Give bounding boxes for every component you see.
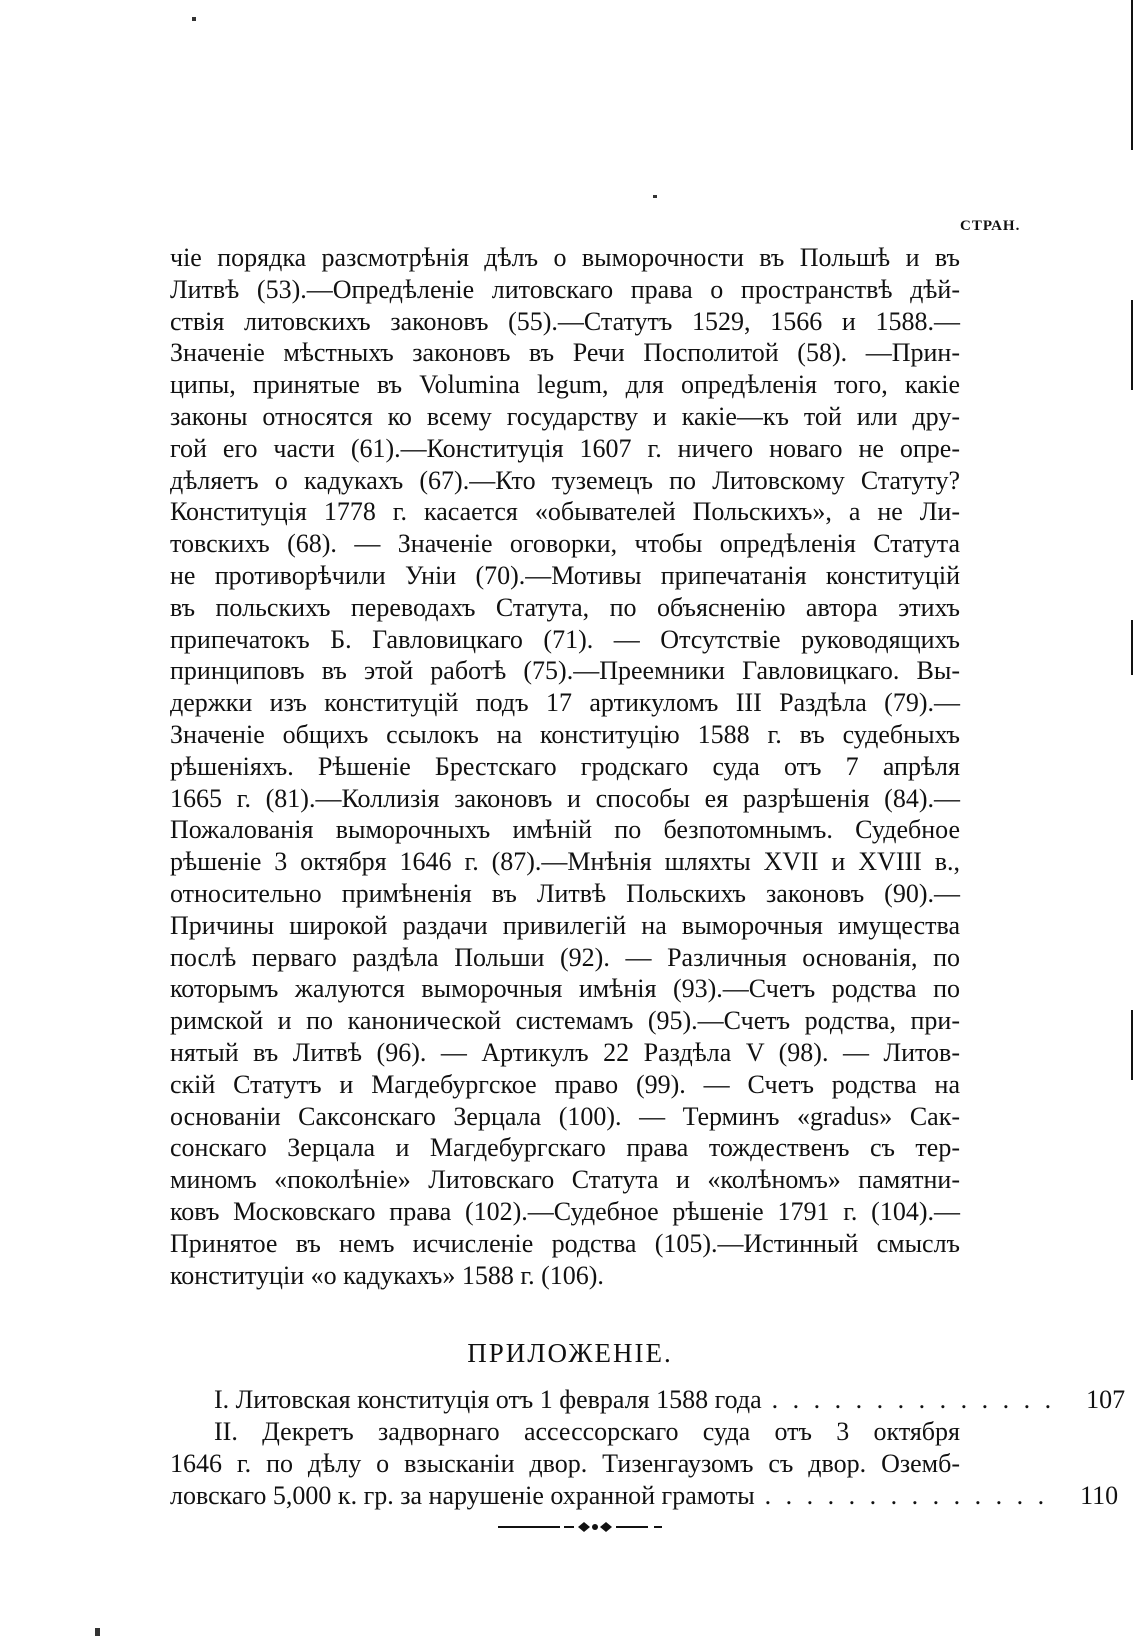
text-line: рѣшеніяхъ. Рѣшеніе Брестскаго гродскаго суда отъ 7 апрѣля (170, 751, 960, 781)
text-line: Литвѣ (53).—Опредѣленіе литовскаго права о пространствѣ дѣй- (170, 274, 960, 304)
text-line: ковъ Московскаго права (102).—Судебное рѣшеніе 1791 г. (104).— (170, 1196, 960, 1226)
table-of-contents-text (170, 242, 960, 1291)
appendix-entry (170, 1416, 1119, 1511)
entry-line (170, 1480, 1119, 1512)
page-edge-line (1131, 0, 1133, 150)
entry-line: II. Декретъ задворнаго ассессорскаго суда отъ 3 октября (214, 1417, 960, 1446)
text-line: Значеніе общихъ ссылокъ на конституцію 1588 г. въ судебныхъ (170, 719, 960, 749)
page-edge-line (1131, 1010, 1133, 1080)
text-line: Конституція 1778 г. касается «обывателей Польскихъ», а не Ли- (170, 497, 960, 527)
text-line: скій Статутъ и Магдебургское право (99). — Счетъ родства на (170, 1069, 960, 1099)
text-line: держки изъ конституцій подъ 17 артикуломъ III Раздѣла (79).— (170, 688, 960, 718)
text-line: Пожалованія выморочныхъ имѣній по безпотомнымъ. Судебное (170, 815, 960, 845)
print-speck (95, 1628, 100, 1636)
text-line: основаніи Саксонскаго Зерцала (100). — Терминъ «gradus» Сак- (170, 1101, 960, 1131)
text-line: не противорѣчили Уніи (70).—Мотивы припечатанія конституцій (170, 560, 960, 590)
text-line: рѣшеніе 3 октября 1646 г. (87).—Мнѣнія шляхты XVII и XVIII в., (170, 847, 960, 877)
text-line: принциповъ въ этой работѣ (75).—Преемники Гавловицкаго. Вы- (170, 656, 960, 686)
dot-leader: . . . . . . . . . . . . . . (771, 1385, 1056, 1414)
page-column-heading: СТРАН. (960, 218, 1021, 234)
page-number: 110 (1080, 1480, 1119, 1510)
text-line: относительно примѣненія въ Литвѣ Польскихъ законовъ (90).— (170, 878, 960, 908)
text-line: законы относятся ко всему государству и какіе—къ той или дру- (170, 401, 960, 431)
text-line: товскихъ (68). — Значеніе оговорки, чтобы опредѣленія Статута (170, 529, 960, 559)
text-line: чіе порядка разсмотрѣнія дѣлъ о выморочности въ Польшѣ и въ (170, 243, 960, 272)
text-line: которымъ жалуются выморочныя имѣнія (93).—Счетъ родства по (170, 974, 960, 1004)
text-line: припечатокъ Б. Гавловицкаго (71). — Отсутствіе руководящихъ (170, 624, 960, 654)
dot-leader: . . . . . . . . . . . . . . (764, 1480, 1049, 1510)
text-line: нятый въ Литвѣ (96). — Артикулъ 22 Раздѣла V (98). — Литов- (170, 1037, 960, 1067)
text-line: 1665 г. (81).—Коллизія законовъ и способы ея разрѣшенія (84).— (170, 783, 960, 813)
appendix-entry (170, 1384, 1126, 1416)
appendix-title: ПРИЛОЖЕНІЕ. (467, 1338, 673, 1368)
text-line: гой его части (61).—Конституція 1607 г. ничего новаго не опре- (170, 433, 960, 463)
text-line: ципы, принятые въ Volumina legum, для опредѣленія того, какіе (170, 370, 960, 400)
print-speck (653, 195, 657, 198)
page-edge-line (1131, 620, 1133, 675)
entry-line (170, 1384, 1126, 1416)
end-ornament (498, 1521, 688, 1533)
text-line: римской и по канонической системамъ (95).—Счетъ родства, при- (170, 1006, 960, 1036)
text-line: миномъ «поколѣніе» Литовскаго Статута и «колѣномъ» памятни- (170, 1165, 960, 1195)
text-line: въ польскихъ переводахъ Статута, по объясненію автора этихъ (170, 592, 960, 622)
text-line: сонскаго Зерцала и Магдебургскаго права тождественъ съ тер- (170, 1133, 960, 1163)
text-line: дѣляетъ о кадукахъ (67).—Кто туземецъ по Литовскому Статуту? (170, 465, 960, 495)
text-line: ствія литовскихъ законовъ (55).—Статутъ 1529, 1566 и 1588.— (170, 306, 960, 336)
text-line: Принятое въ немъ исчисленіе родства (105).—Истинный смыслъ (170, 1228, 960, 1258)
entry-title: ловскаго 5,000 к. гр. за нарушеніе охранной грамоты (170, 1480, 755, 1510)
text-line: конституціи «о кадукахъ» 1588 г. (106). (170, 1260, 604, 1290)
text-line: послѣ перваго раздѣла Польши (92). — Различныя основанія, по (170, 942, 960, 972)
page-number: 107 (1086, 1385, 1126, 1414)
print-speck (192, 17, 196, 21)
entry-title: I. Литовская конституція отъ 1 февраля 1588 года (214, 1385, 762, 1414)
entry-line: 1646 г. по дѣлу о взысканіи двор. Тизенгаузомъ съ двор. Оземб- (170, 1448, 960, 1478)
text-line: Причины широкой раздачи привилегій на выморочныя имущества (170, 910, 960, 940)
text-line: Значеніе мѣстныхъ законовъ въ Речи Посполитой (58). —Прин- (170, 338, 960, 368)
page-edge-line (1131, 300, 1133, 390)
